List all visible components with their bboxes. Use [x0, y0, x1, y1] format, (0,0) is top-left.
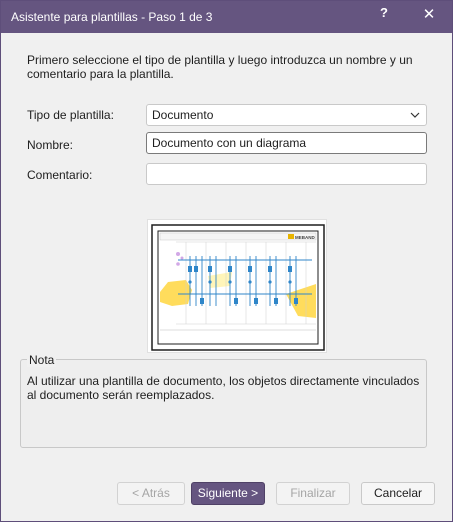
next-button[interactable]: Siguiente > [191, 482, 265, 505]
note-text: Al utilizar una plantilla de documento, los objetos directamente vinculados al documento serán reemplazados. [27, 374, 420, 402]
diagram-thumbnail [148, 220, 328, 354]
comment-label: Comentario: [27, 168, 93, 182]
help-icon[interactable]: ? [380, 5, 388, 20]
name-label: Nombre: [27, 138, 74, 152]
comment-input[interactable] [146, 163, 427, 185]
title-bar [1, 1, 452, 33]
chevron-down-icon [410, 108, 420, 122]
note-legend: Nota [29, 353, 55, 367]
template-preview-image [147, 219, 327, 353]
note-group [20, 359, 427, 448]
template-type-select[interactable] [146, 104, 427, 126]
back-button[interactable]: < Atrás [117, 482, 185, 505]
preview-logo-text: MEBAND [295, 235, 315, 240]
template-type-label: Tipo de plantilla: [27, 108, 114, 122]
intro-text: Primero seleccione el tipo de plantilla y luego introduzca un nombre y un comentario para la plantilla. [27, 53, 413, 81]
window-title: Asistente para plantillas - Paso 1 de 3 [11, 10, 213, 24]
name-input[interactable] [146, 132, 427, 154]
template-type-value: Documento [152, 108, 214, 122]
finish-button[interactable]: Finalizar [276, 482, 350, 505]
cancel-button[interactable]: Cancelar [361, 482, 435, 505]
close-icon[interactable]: ✕ [422, 6, 436, 23]
